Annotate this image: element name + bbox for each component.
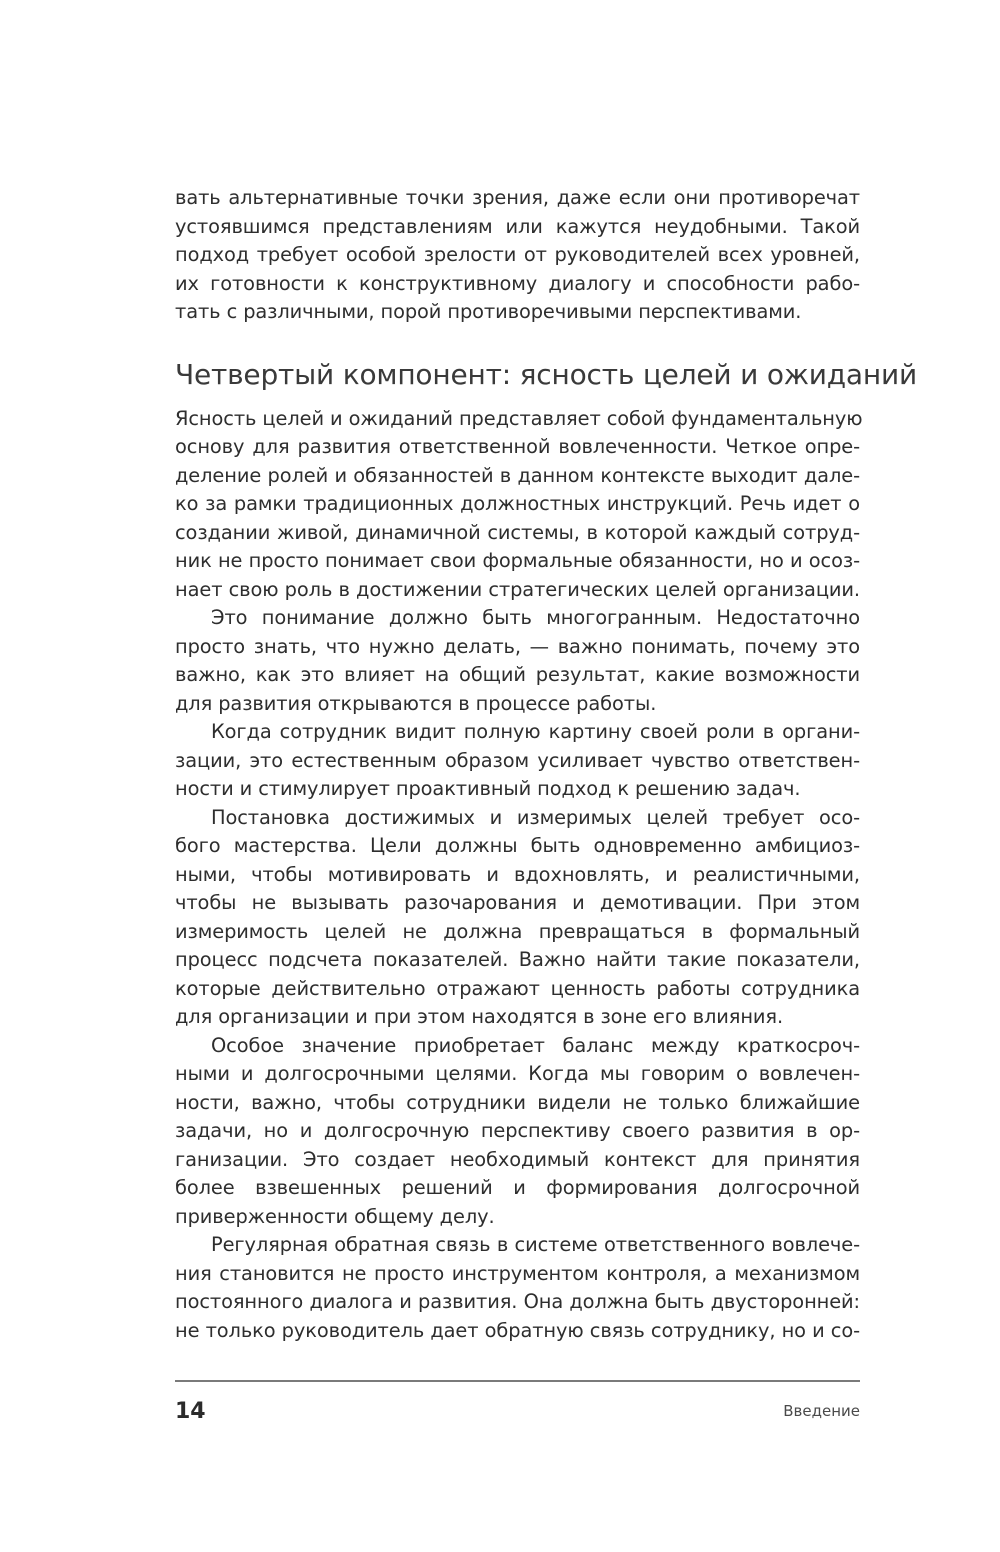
text-line: основу для развития ответственной вовлеченности. Четкое опре- — [175, 435, 860, 458]
text-line: приверженности общему делу. — [175, 1204, 495, 1228]
text-line: Особое значение приобретает баланс между краткосроч- — [211, 1033, 860, 1057]
text-line: для развития открываются в процессе работы. — [175, 691, 657, 715]
text-line: устоявшимся представлениям или кажутся неудобными. Такой — [175, 214, 860, 238]
text-line: просто знать, что нужно делать, — важно понимать, почему это — [175, 634, 860, 658]
text-line: ко за рамки традиционных должностных инструкций. Речь идет о — [175, 492, 860, 515]
paragraph-2 — [175, 604, 860, 718]
text-line: для организации и при этом находятся в зоне его влияния. — [175, 1005, 784, 1028]
text-line: Когда сотрудник видит полную картину своей роли в органи- — [211, 720, 860, 743]
paragraph-4 — [175, 804, 860, 1032]
text-line: ности, важно, чтобы сотрудники видели не только ближайшие — [175, 1090, 860, 1114]
footer-divider — [175, 1380, 860, 1382]
text-line: ными, чтобы мотивировать и вдохновлять, и реалистичными, — [175, 862, 860, 886]
paragraph-6 — [175, 1231, 860, 1345]
text-line: важно, как это влияет на общий результат, какие возможности — [175, 663, 860, 686]
section-heading: Четвертый компонент: ясность целей и ожиданий — [175, 357, 917, 391]
page-number: 14 — [175, 1399, 206, 1424]
text-line: зации, это естественным образом усиливает чувство ответствен- — [175, 748, 860, 772]
text-line: чтобы не вызывать разочарования и демотивации. При этом — [175, 891, 860, 914]
text-line: Это понимание должно быть многогранным. Недостаточно — [211, 606, 860, 629]
text-line: ности и стимулирует проактивный подход к решению задач. — [175, 777, 801, 800]
text-line: Постановка достижимых и измеримых целей требует осо- — [211, 805, 860, 829]
intro-paragraph — [175, 184, 860, 327]
text-line: подход требует особой зрелости от руководителей всех уровней, — [175, 243, 860, 266]
text-line: бого мастерства. Цели должны быть одновременно амбициоз- — [175, 834, 860, 857]
text-line: Регулярная обратная связь в системе ответственного вовлече- — [211, 1233, 860, 1256]
page-body — [175, 184, 917, 1345]
paragraph-1 — [175, 405, 863, 605]
text-line: тать с различными, порой противоречивыми перспективами. — [175, 300, 802, 323]
text-line: не только руководитель дает обратную связь сотруднику, но и со- — [175, 1318, 860, 1342]
text-line: ганизации. Это создает необходимый контекст для принятия — [175, 1147, 860, 1171]
text-line: более взвешенных решений и формирования долгосрочной — [175, 1176, 860, 1199]
text-line: создании живой, динамичной системы, в которой каждый сотруд- — [175, 520, 860, 544]
text-line: ными и долгосрочными целями. Когда мы говорим о вовлечен- — [175, 1062, 860, 1085]
text-line: деление ролей и обязанностей в данном контексте выходит дале- — [175, 463, 860, 487]
text-line: ник не просто понимает свои формальные обязанности, но и осоз- — [175, 549, 860, 572]
text-line: которые действительно отражают ценность работы сотрудника — [175, 976, 860, 1000]
text-line: их готовности к конструктивному диалогу и способности рабо- — [175, 271, 860, 295]
paragraph-5 — [175, 1032, 860, 1232]
running-head: Введение — [783, 1402, 860, 1420]
text-line: задачи, но и долгосрочную перспективу своего развития в ор- — [175, 1119, 860, 1142]
text-line: нает свою роль в достижении стратегических целей организации. — [175, 577, 860, 601]
paragraph-3 — [175, 718, 860, 804]
text-line: вать альтернативные точки зрения, даже если они противоречат — [175, 186, 860, 209]
text-line: Ясность целей и ожиданий представляет собой фундаментальную — [175, 406, 863, 430]
text-line: процесс подсчета показателей. Важно найти такие показатели, — [175, 948, 860, 971]
text-line: ния становится не просто инструментом контроля, а механизмом — [175, 1261, 860, 1285]
text-line: постоянного диалога и развития. Она должна быть двусторонней: — [175, 1290, 860, 1313]
text-line: измеримость целей не должна превращаться в формальный — [175, 919, 860, 943]
